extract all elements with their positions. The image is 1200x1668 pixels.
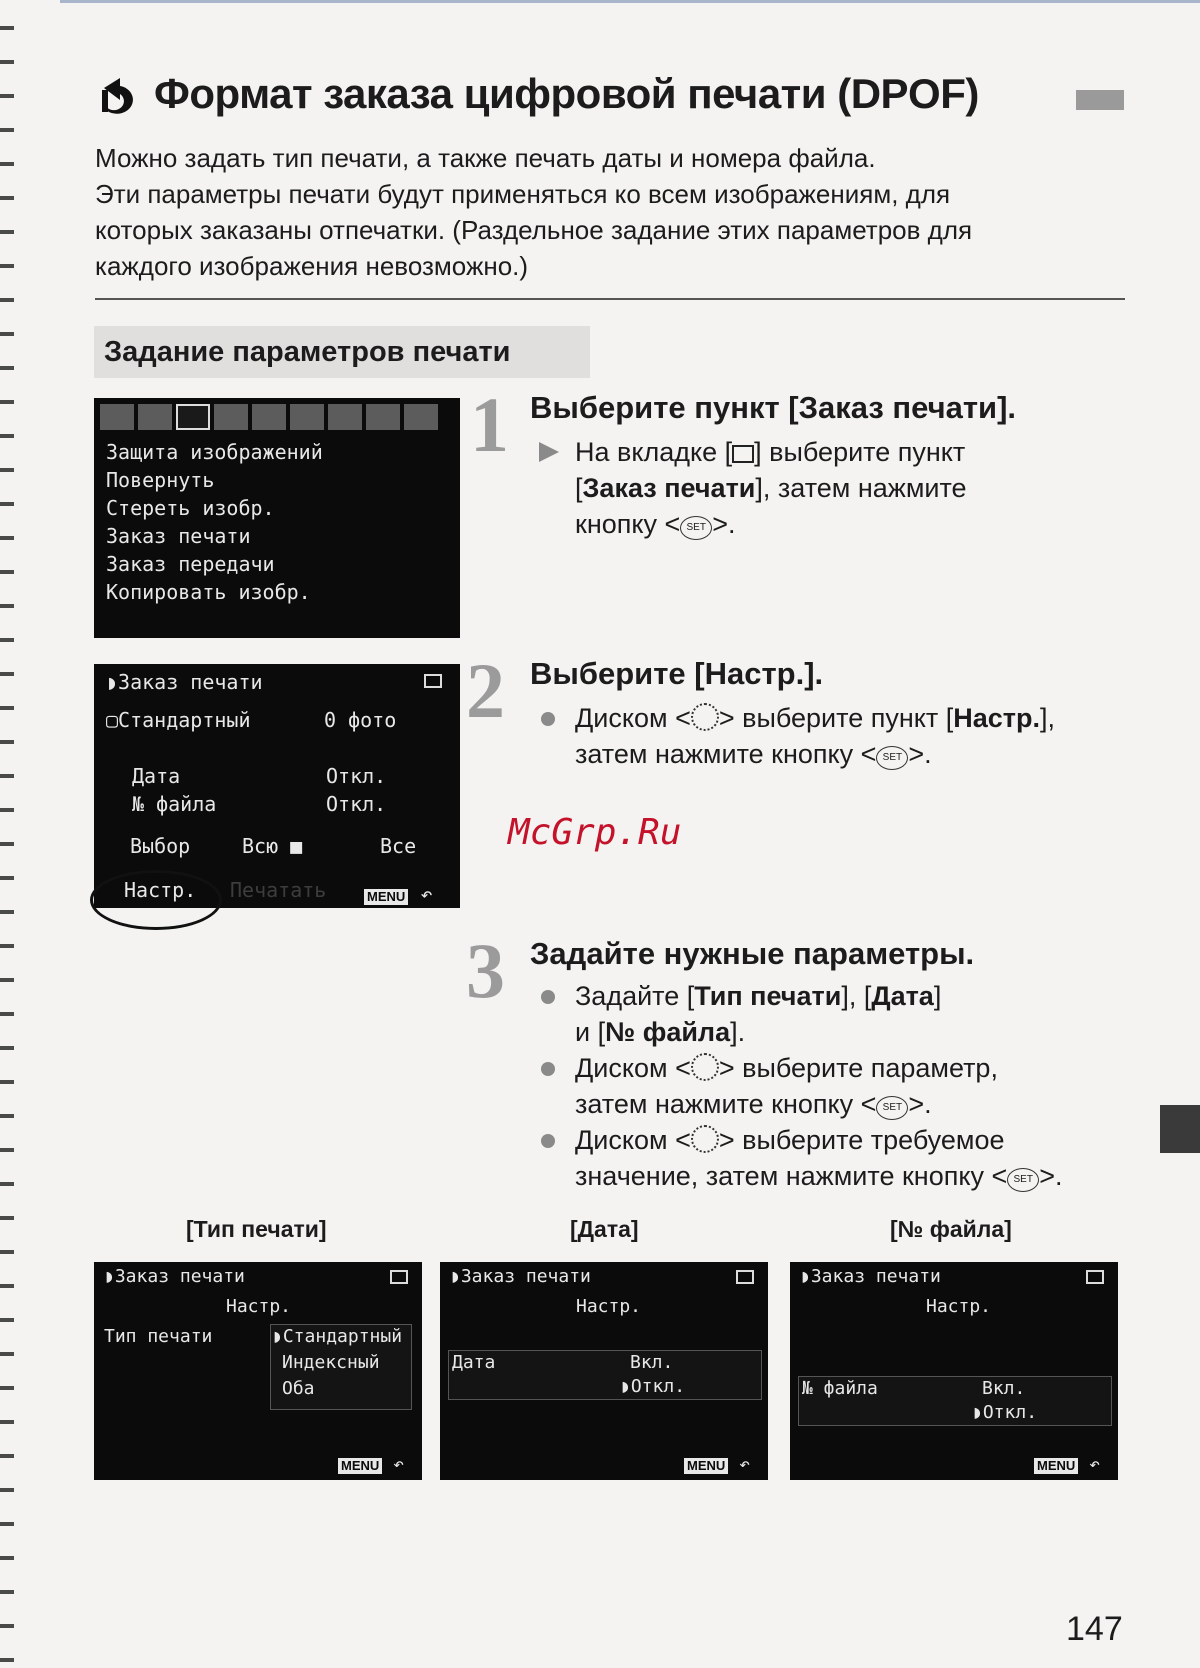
tab-playback-2 (214, 404, 248, 430)
step-number: 3 (466, 927, 505, 1014)
step-instructions: Задайте [Тип печати], [Дата] и [№ файла]. Диском < > выберите параметр, затем нажмите кнопку < SET >. Диском < > выберите требуемое значение, затем нажмите кнопку < SET >. (575, 978, 1063, 1194)
print-type-screen (94, 1262, 422, 1480)
tab-custom (366, 404, 400, 430)
menu-item: Повернуть (106, 468, 215, 492)
option-off: ◗Откл. (620, 1376, 686, 1397)
quick-control-dial-icon (691, 703, 719, 731)
option-off: ◗Откл. (972, 1402, 1038, 1423)
step-instructions: На вкладке [ ] выберите пункт [Заказ печати], затем нажмите кнопку < SET >. (575, 434, 967, 542)
page-number: 147 (1066, 1610, 1123, 1648)
menu-return: MENU ↶ (338, 1454, 404, 1475)
menu-return: MENU ↶ (1034, 1454, 1100, 1475)
file-number-label: № файла (802, 1378, 878, 1399)
menu-return: MENU ↶ (364, 882, 432, 906)
intro-line: которых заказаны отпечатки. (Раздельное задание этих параметров для (95, 215, 973, 245)
step-title: Выберите [Настр.]. (530, 656, 824, 691)
screen-header: ◗Заказ печати (450, 1266, 591, 1287)
tab-setup-2 (290, 404, 324, 430)
option-on: Вкл. (630, 1352, 674, 1373)
caption-print-type: [Тип печати] (186, 1216, 327, 1242)
menu-item-list (106, 438, 323, 606)
option-both: Оба (282, 1378, 315, 1399)
arrow-icon (539, 442, 559, 462)
step-title: Выберите пункт [Заказ печати]. (530, 390, 1017, 425)
caption-file-number: [№ файла] (890, 1216, 1012, 1242)
bullet (541, 990, 555, 1004)
screen-subtitle: Настр. (576, 1296, 642, 1317)
intro-line: Можно задать тип печати, а также печать даты и номера файла. (95, 143, 876, 173)
print-type-label: Тип печати (104, 1326, 213, 1347)
bullet (541, 1134, 555, 1148)
file-number-screen (790, 1262, 1118, 1480)
battery-icon (424, 674, 442, 688)
menu-tabs (100, 404, 438, 430)
menu-item: Стереть изобр. (106, 496, 275, 520)
print-order-icon (100, 74, 146, 124)
print-option-disabled: Печатать (230, 878, 327, 902)
tab-setup-1 (252, 404, 286, 430)
date-screen (440, 1262, 768, 1480)
option-on: Вкл. (982, 1378, 1026, 1399)
set-button-icon: SET (1007, 1168, 1039, 1192)
file-number-value: Откл. (326, 792, 387, 816)
screen-header: ◗Заказ печати (106, 670, 263, 694)
all-folder-option: Всю ■ (242, 834, 303, 858)
camera-menu-screen (94, 398, 460, 638)
photo-count: 0 фото (324, 708, 397, 732)
file-number-label: № файла (132, 792, 217, 816)
step-instructions: Диском < > выберите пункт [Настр.], затем нажмите кнопку < SET >. (575, 700, 1055, 772)
page-title-text: Формат заказа цифровой печати (DPOF) (154, 70, 979, 117)
set-button-icon: SET (680, 516, 712, 540)
playback-tab-icon (732, 445, 754, 463)
option-index: Индексный (282, 1352, 380, 1373)
bullet (541, 1062, 555, 1076)
spiral-binding (0, 0, 14, 1668)
screen-header: ◗Заказ печати (800, 1266, 941, 1287)
all-option: Все (380, 834, 417, 858)
chapter-tab (1160, 1105, 1200, 1153)
set-button-icon: SET (876, 1096, 908, 1120)
date-value: Откл. (326, 764, 387, 788)
tab-playback (176, 404, 210, 430)
menu-item-selected: Заказ печати (106, 524, 251, 548)
screen-subtitle: Настр. (226, 1296, 292, 1317)
menu-item: Защита изображений (106, 440, 323, 464)
bullet (541, 712, 555, 726)
menu-return: MENU ↶ (684, 1454, 750, 1475)
screen-header: ◗Заказ печати (104, 1266, 245, 1287)
date-label: Дата (452, 1352, 496, 1373)
title-marker (1076, 90, 1124, 110)
battery-icon (1086, 1270, 1104, 1284)
tab-setup-3 (328, 404, 362, 430)
screen-subtitle: Настр. (926, 1296, 992, 1317)
caption-date: [Дата] (570, 1216, 639, 1242)
intro-line: Эти параметры печати будут применяться ко всем изображениям, для (95, 179, 951, 209)
tab-shooting-1 (100, 404, 134, 430)
select-option: Выбор (130, 834, 191, 858)
intro-paragraph (95, 140, 1125, 284)
tab-mymenu (404, 404, 438, 430)
option-standard: ◗Стандартный (272, 1326, 403, 1347)
battery-icon (736, 1270, 754, 1284)
date-label: Дата (132, 764, 181, 788)
watermark: McGrp.Ru (508, 812, 682, 853)
step-number: 1 (470, 381, 509, 468)
step-title: Задайте нужные параметры. (530, 936, 975, 971)
setup-option: Настр. (124, 878, 197, 902)
quick-control-dial-icon (691, 1053, 719, 1081)
intro-line: каждого изображения невозможно.) (95, 251, 529, 281)
set-button-icon: SET (876, 746, 908, 770)
print-type-row: ▢Стандартный (106, 708, 251, 732)
step-number: 2 (466, 647, 505, 734)
battery-icon (390, 1270, 408, 1284)
quick-control-dial-icon (691, 1125, 719, 1153)
top-edge-strip (60, 0, 1200, 3)
section-heading: Задание параметров печати (94, 326, 590, 378)
tab-shooting-2 (138, 404, 172, 430)
page-title (100, 70, 979, 124)
menu-item: Заказ передачи (106, 552, 275, 576)
menu-item: Копировать изобр. (106, 580, 311, 604)
divider (95, 298, 1125, 300)
highlight-circle (90, 870, 222, 930)
